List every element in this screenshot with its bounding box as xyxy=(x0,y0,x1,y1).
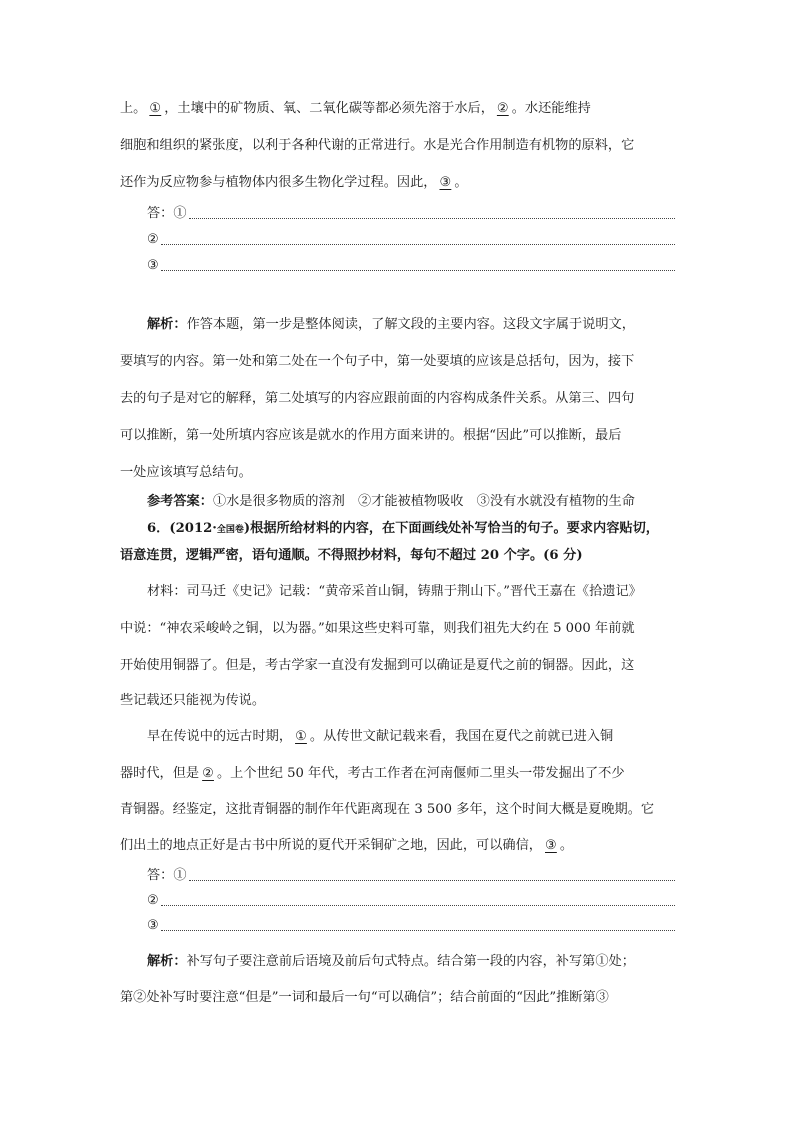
q6-material-line-2: 中说：“神农采峻岭之铜，以为器。”如果这些史料可靠，则我们祖先大约在 5 000 年前就 xyxy=(120,621,635,636)
q6-passage-line-4: 们出土的地点正好是古书中所说的夏代开采铜矿之地，因此，可以确信， ③ 。 xyxy=(120,838,574,853)
q6-passage-line-3: 青铜器。经鉴定，这批青铜器的制作年代距离现在 3 500 多年，这个时间大概是夏晚期。它 xyxy=(120,802,655,817)
blank-3: ③ xyxy=(439,175,452,190)
q5-reference-answer: 参考答案：①水是很多物质的溶剂 ②才能被植物吸收 ③没有水就没有植物的生命 xyxy=(147,494,635,509)
q5-passage-line-1: 上。 ① ，土壤中的矿物质、氧、二氧化碳等都必须先溶于水后， ② 。水还能维持 xyxy=(120,101,591,116)
q6-material-line-3: 开始使用铜器了。但是，考古学家一直没有发掘到可以确证是夏代之前的铜器。因此，这 xyxy=(120,658,635,673)
q6-heading: 6．(2012·全国卷)根据所给材料的内容，在下面画线处补写恰当的句子。要求内容贴切， xyxy=(147,521,659,536)
q6-blank-1: ① xyxy=(295,729,307,744)
q6-answer-line-1[interactable]: 答：① xyxy=(147,866,675,886)
q5-passage-line-3: 还作为反应物参与植物体内很多生物化学过程。因此， ③ 。 xyxy=(120,175,468,190)
q5-answer-line-1[interactable]: 答：① xyxy=(147,204,675,224)
q6-answer-line-3[interactable]: ③ xyxy=(147,916,675,936)
q5-answer-line-2[interactable]: ② xyxy=(147,230,675,250)
q5-analysis-line-3: 去的句子是对它的解释，第二处填写的内容应跟前面的内容构成条件关系。从第三、四句 xyxy=(120,391,635,406)
q5-analysis-line-1: 解析：作答本题，第一步是整体阅读，了解文段的主要内容。这段文字属于说明文， xyxy=(147,317,635,332)
q5-answer-line-3[interactable]: ③ xyxy=(147,256,675,276)
q6-analysis-line-1: 解析：补写句子要注意前后语境及前后句式特点。结合第一段的内容，补写第①处； xyxy=(147,954,635,969)
q6-material-line-4: 些记载还只能视为传说。 xyxy=(120,693,266,708)
q6-analysis-line-2: 第②处补写时要注意“但是”一词和最后一句“可以确信”；结合前面的“因此”推断第③ xyxy=(120,990,609,1005)
q6-passage-line-2: 器时代，但是 ② 。上个世纪 50 年代，考古工作者在河南偃师二里头一带发掘出了不少 xyxy=(120,766,625,781)
blank-2: ② xyxy=(496,101,509,116)
q6-heading-line-2: 语意连贯，逻辑严密，语句通顺。不得照抄材料，每句不超过 20 个字。(6 分) xyxy=(120,548,583,563)
q6-passage-line-1: 早在传说中的远古时期， ① 。从传世文献记载来看，我国在夏代之前就已进入铜 xyxy=(147,729,614,744)
q5-analysis-line-5: 一处应该填写总结句。 xyxy=(120,465,252,480)
q5-passage-line-2: 细胞和组织的紧张度，以利于各种代谢的正常进行。水是光合作用制造有机物的原料，它 xyxy=(120,138,635,153)
blank-1: ① xyxy=(149,101,162,116)
q6-blank-2: ② xyxy=(202,766,214,781)
q6-blank-3: ③ xyxy=(545,838,557,853)
q6-material-line-1: 材料：司马迁《史记》记载：“黄帝采首山铜，铸鼎于荆山下。”晋代王嘉在《拾遗记》 xyxy=(147,584,642,599)
q5-analysis-line-2: 要填写的内容。第一处和第二处在一个句子中，第一处要填的应该是总括句，因为，接下 xyxy=(120,354,635,369)
q6-answer-line-2[interactable]: ② xyxy=(147,891,675,911)
q5-analysis-line-4: 可以推断，第一处所填内容应该是就水的作用方面来讲的。根据“因此”可以推断，最后 xyxy=(120,428,622,443)
